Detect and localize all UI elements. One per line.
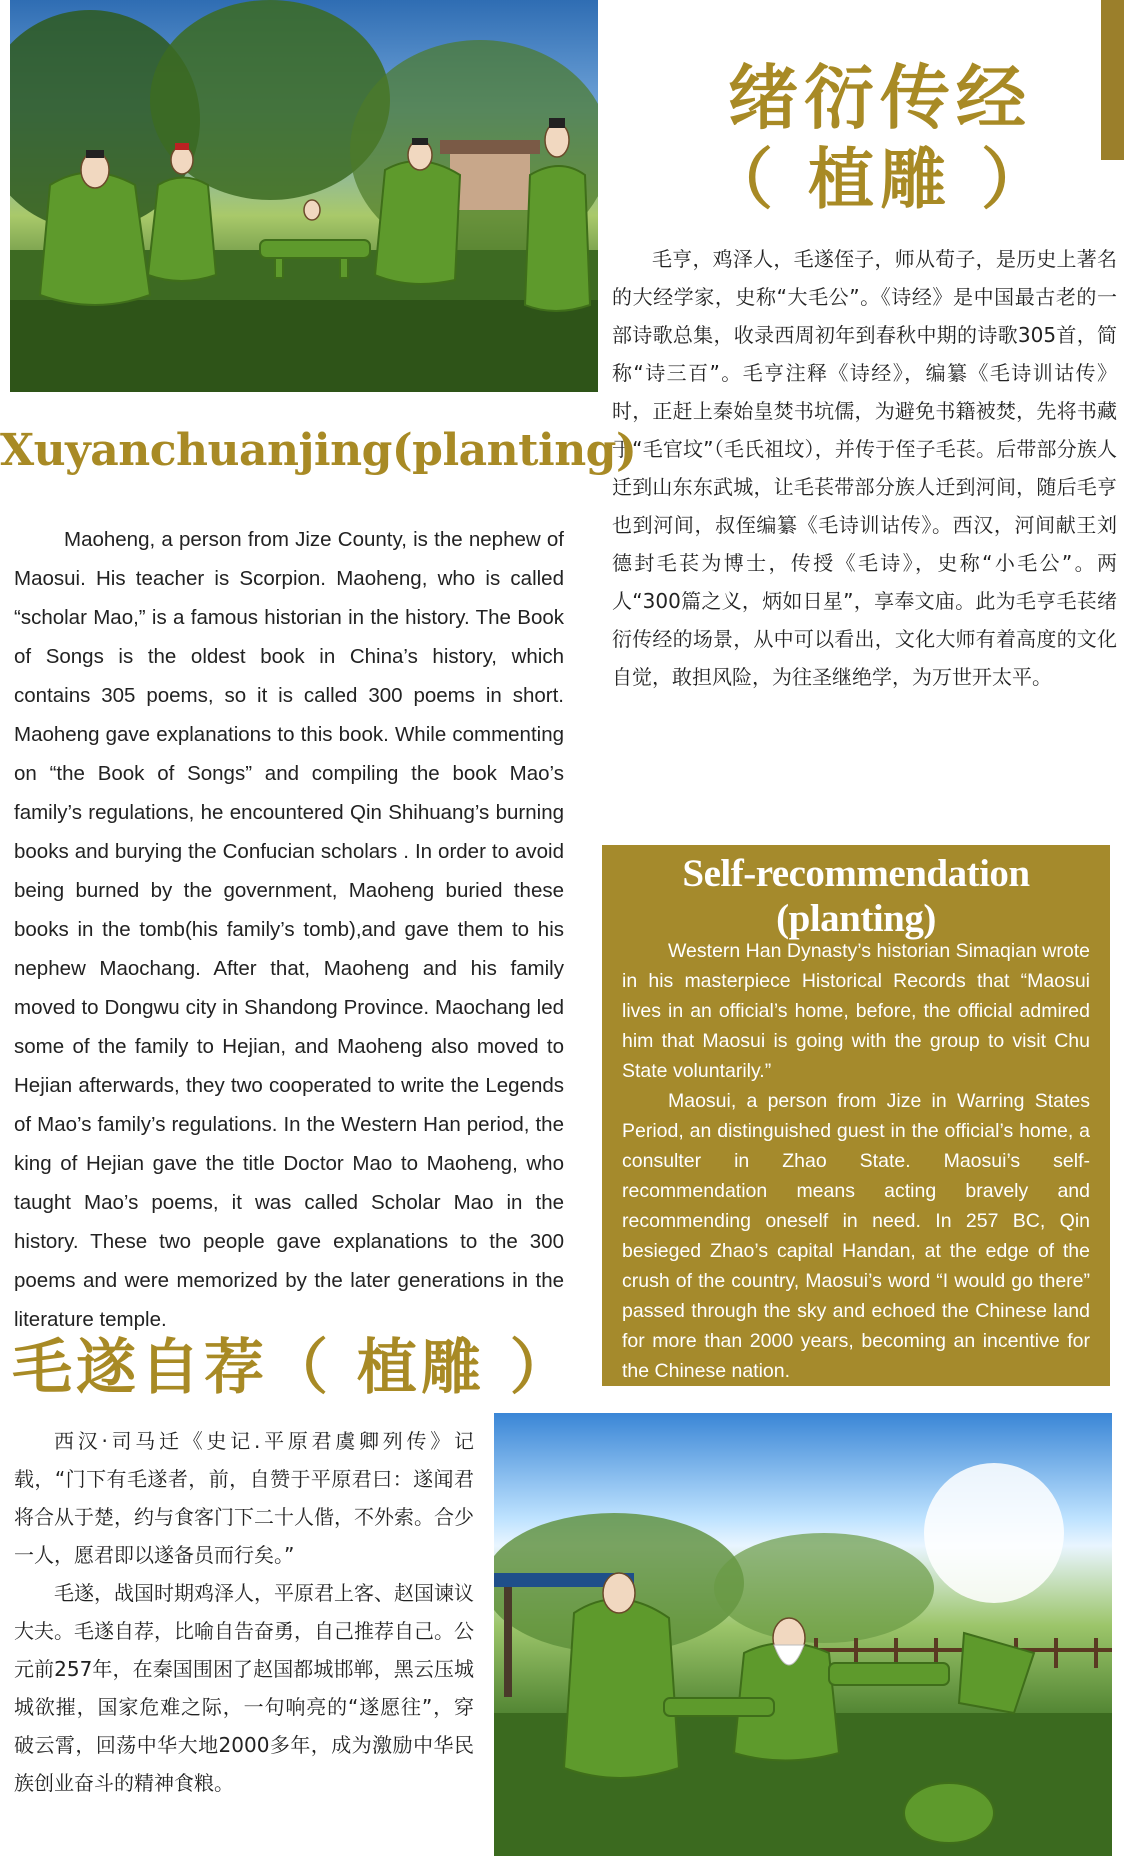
section1-title-cn: 绪衍传经 bbox=[728, 57, 1032, 139]
section2-paragraph-en-2: Maosui, a person from Jize in Warring States Period, an distinguished guest in the official’s home, a consulter in Zhao State. Maosui’s self-recommendation means acting bravely and recommending oneself in need. In 257 BC, Qin besieged Zhao’s capital Handan, at the edge of the crush of the country, Maosui’s word “I would go there” passed through the sky and echoed the Chinese land for more than 2000 years, becoming an incentive for the Chinese nation. bbox=[622, 1090, 1090, 1382]
section2-title-cn: 毛遂自荐（ 植雕 ） bbox=[12, 1333, 574, 1403]
section1-title-cn-subtitle: （ 植雕 ） bbox=[707, 141, 1053, 218]
maosui-topiary-illustration bbox=[494, 1413, 1112, 1856]
maosui-topiary-photo bbox=[494, 1413, 1112, 1856]
section1-paragraph-en: Maoheng, a person from Jize County, is the nephew of Maosui. His teacher is Scorpion. Maoheng, who is called “scholar Mao,” is a famous historian in the history. The Book of Songs is the oldest book in China’s history, which contains 305 poems, so it is called 300 poems in short. Maoheng gave explanations to this book. While commenting on “the Book of Songs” and compiling the book Mao’s family’s regulations, he encountered Qin Shihuang’s burning books and burying the Confucian scholars . In order to avoid being burned by the government, Maoheng buried these books in the tomb(his family’s tomb),and gave them to his nephew Maochang. After that, Maoheng and his family moved to Dongwu city in Shandong Province. Maochang led some of the family to Hejian, and Maoheng also moved to Hejian afterwards, they two cooperated to write the Legends of Mao’s family’s regulations. In the Western Han period, the king of Hejian gave the title Doctor Mao to Maoheng, who taught Mao’s poems, it was called Scholar Mao in the history. These two people gave explanations to the 300 poems and were memorized by the later generations in the literature temple. bbox=[14, 528, 564, 1331]
topiary-scholars-photo bbox=[10, 0, 598, 392]
topiary-scholars-illustration bbox=[10, 0, 598, 392]
section1-title-en: Xuyanchuanjing(planting) bbox=[0, 425, 637, 476]
section2-paragraph-cn-1: 西汉·司马迁《史记.平原君虞卿列传》记载，“门下有毛遂者，前，自赞于平原君曰：遂闻君将合从于楚，约与食客门下二十人偕，不外索。合少一人，愿君即以遂备员而行矣。” bbox=[14, 1429, 474, 1567]
section2-paragraph-en-1: Western Han Dynasty’s historian Simaqian wrote in his masterpiece Historical Records that “Maosui lives in an official’s home, before, the official admired him that Maosui is going with the group to visit Chu State voluntarily.” bbox=[622, 940, 1090, 1082]
section2-paragraph-cn-2: 毛遂，战国时期鸡泽人，平原君上客、赵国谏议大夫。毛遂自荐，比喻自告奋勇，自己推荐自己。公元前257年，在秦国围困了赵国都城邯郸，黑云压城城欲摧，国家危难之际，一句响亮的“遂愿往”，穿破云霄，回荡中华大地2000多年，成为激励中华民族创业奋斗的精神食粮。 bbox=[14, 1581, 474, 1795]
accent-bar bbox=[1101, 0, 1124, 160]
section1-paragraph-cn: 毛亨，鸡泽人，毛遂侄子，师从荀子，是历史上著名的大经学家，史称“大毛公”。《诗经》是中国最古老的一部诗歌总集，收录西周初年到春秋中期的诗歌305首，简称“诗三百”。毛亨注释《诗经》，编纂《毛诗训诂传》时，正赶上秦始皇焚书坑儒，为避免书籍被焚，先将书藏于“毛官坟”（毛氏祖坟），并传于侄子毛苌。后带部分族人迁到山东东武城，让毛苌带部分族人迁到河间，随后毛亨也到河间，叔侄编纂《毛诗训诂传》。西汉，河间献王刘德封毛苌为博士，传授《毛诗》，史称“小毛公”。两人“300篇之义，炳如日星”，享奉文庙。此为毛亨毛苌绪衍传经的场景，从中可以看出，文化大师有着高度的文化自觉，敢担风险，为往圣继绝学，为万世开太平。 bbox=[612, 247, 1117, 689]
section2-title-en: Self-recommendation (planting) bbox=[682, 852, 1030, 940]
